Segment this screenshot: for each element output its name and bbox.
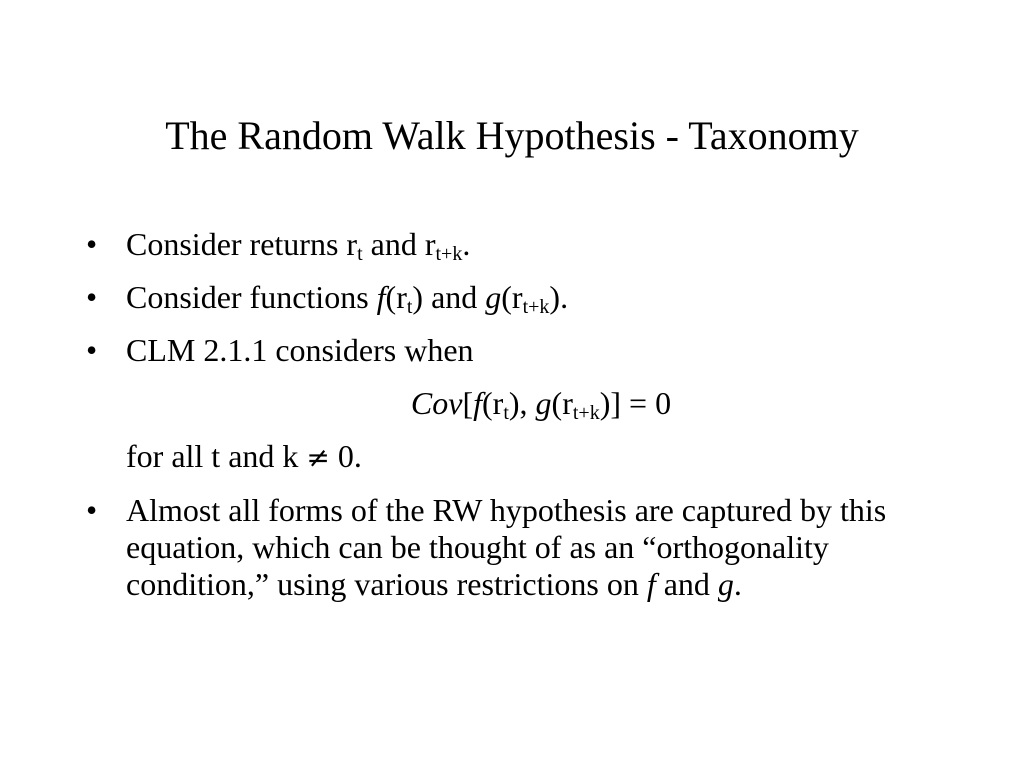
bullet1-text: Consider returns r bbox=[126, 226, 358, 262]
bullet2-open2: (r bbox=[501, 279, 523, 315]
bullet1-end: . bbox=[462, 226, 471, 262]
for-all-line bbox=[86, 438, 956, 476]
bullet2-sub-tk: t+k bbox=[522, 296, 550, 318]
covariance-equation bbox=[86, 385, 956, 422]
equation-open1: (r bbox=[482, 385, 504, 421]
equation-cov: Cov bbox=[410, 385, 463, 421]
bullet-icon: • bbox=[86, 279, 98, 315]
bullet2-end: ). bbox=[549, 279, 569, 315]
bullet1-mid: and r bbox=[362, 226, 436, 262]
equation-end: )] = 0 bbox=[599, 385, 672, 421]
bullet2-text: Consider functions bbox=[126, 279, 377, 315]
equation-sub-t: t bbox=[503, 402, 509, 424]
bullet-item-orthogonality bbox=[86, 492, 956, 603]
equation-f: f bbox=[473, 385, 483, 421]
equation-open2: (r bbox=[551, 385, 573, 421]
bullet-item-functions bbox=[86, 279, 956, 316]
bullet2-g: g bbox=[485, 279, 502, 315]
bullet-icon: • bbox=[86, 492, 98, 528]
equation-g: g bbox=[535, 385, 552, 421]
bullet2-mid: ) and bbox=[412, 279, 486, 315]
not-equal-symbol: ≠ bbox=[306, 441, 330, 474]
equation-sub-tk: t+k bbox=[572, 402, 600, 424]
bullet-item-returns bbox=[86, 226, 956, 263]
bullet1-sub-tk: t+k bbox=[435, 243, 463, 265]
equation-bracket: [ bbox=[462, 385, 474, 421]
bullet2-sub-t: t bbox=[406, 296, 413, 318]
for-all-end: 0. bbox=[329, 438, 362, 474]
bullet4-f: f bbox=[646, 566, 656, 602]
bullet2-open1: (r bbox=[385, 279, 407, 315]
slide-title: The Random Walk Hypothesis - Taxonomy bbox=[165, 113, 859, 158]
bullet-icon: • bbox=[86, 332, 98, 368]
bullet-item-clm bbox=[86, 332, 956, 369]
bullet2-f: f bbox=[376, 279, 386, 315]
bullet4-end: . bbox=[733, 566, 742, 602]
bullet4-and: and bbox=[655, 566, 718, 602]
bullet-icon: • bbox=[86, 226, 98, 262]
bullet4-g: g bbox=[717, 566, 734, 602]
bullet4-text: Almost all forms of the RW hypothesis are captured by this equation, which can be thought of as an “orthogonality condition,” using various restrictions on bbox=[126, 492, 887, 602]
bullet1-sub-t: t bbox=[357, 243, 363, 265]
equation-sep: ), bbox=[508, 385, 536, 421]
bullet3-text: CLM 2.1.1 considers when bbox=[126, 332, 474, 368]
slide-body bbox=[86, 226, 956, 619]
for-all-text: for all t and k bbox=[126, 438, 307, 474]
